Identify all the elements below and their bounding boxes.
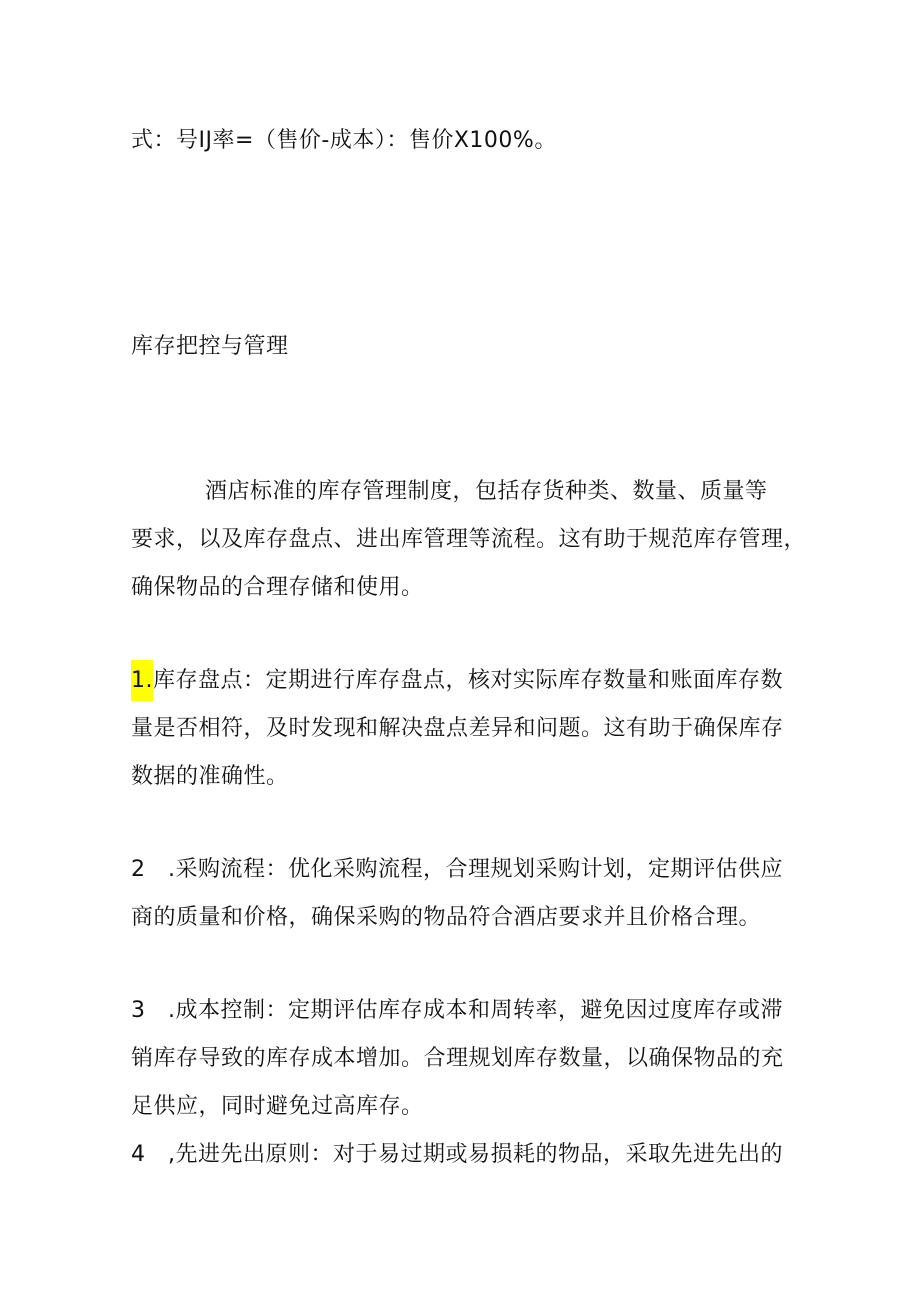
list-item-line: 商的质量和价格，确保采购的物品符合酒店要求并且价格合理。: [131, 905, 762, 930]
paragraph-line: 要求，以及库存盘点、进出库管理等流程。这有助于规范库存管理，: [131, 527, 807, 552]
list-item-line: 足供应，同时避免过高库存。: [131, 1094, 424, 1119]
formula-line: 式：号IJ率=（售价-成本）：售价X100%。: [131, 128, 557, 153]
highlighted-marker: 1.: [131, 660, 153, 701]
list-item-text: 库存盘点：定期进行库存盘点，核对实际库存数量和账面库存数: [153, 668, 784, 693]
list-item-line: [131, 1140, 783, 1170]
list-item-line: [131, 996, 783, 1026]
list-item-line: 数据的准确性。: [131, 764, 289, 789]
list-item-line: 销库存导致的库存成本增加。合理规划库存数量，以确保物品的充: [131, 1046, 784, 1071]
list-marker: 3: [131, 998, 146, 1023]
list-item-text: .采购流程：优化采购流程，合理规划采购计划，定期评估供应: [167, 857, 783, 882]
list-marker: 4: [131, 1142, 146, 1167]
list-item-text: .成本控制：定期评估库存成本和周转率，避免因过度库存或滞: [167, 998, 783, 1023]
paragraph-line: 酒店标准的库存管理制度，包括存货种类、数量、质量等: [205, 479, 768, 504]
list-item-line: [131, 666, 783, 696]
list-item-line: [131, 855, 783, 885]
section-title: 库存把控与管理: [131, 334, 289, 359]
list-item-text: ,先进先出原则：对于易过期或易损耗的物品，采取先进先出的: [167, 1142, 783, 1167]
list-item-line: 量是否相符，及时发现和解决盘点差异和问题。这有助于确保库存: [131, 716, 784, 741]
list-marker: 2: [131, 857, 146, 882]
paragraph-line: 确保物品的合理存储和使用。: [131, 575, 424, 600]
